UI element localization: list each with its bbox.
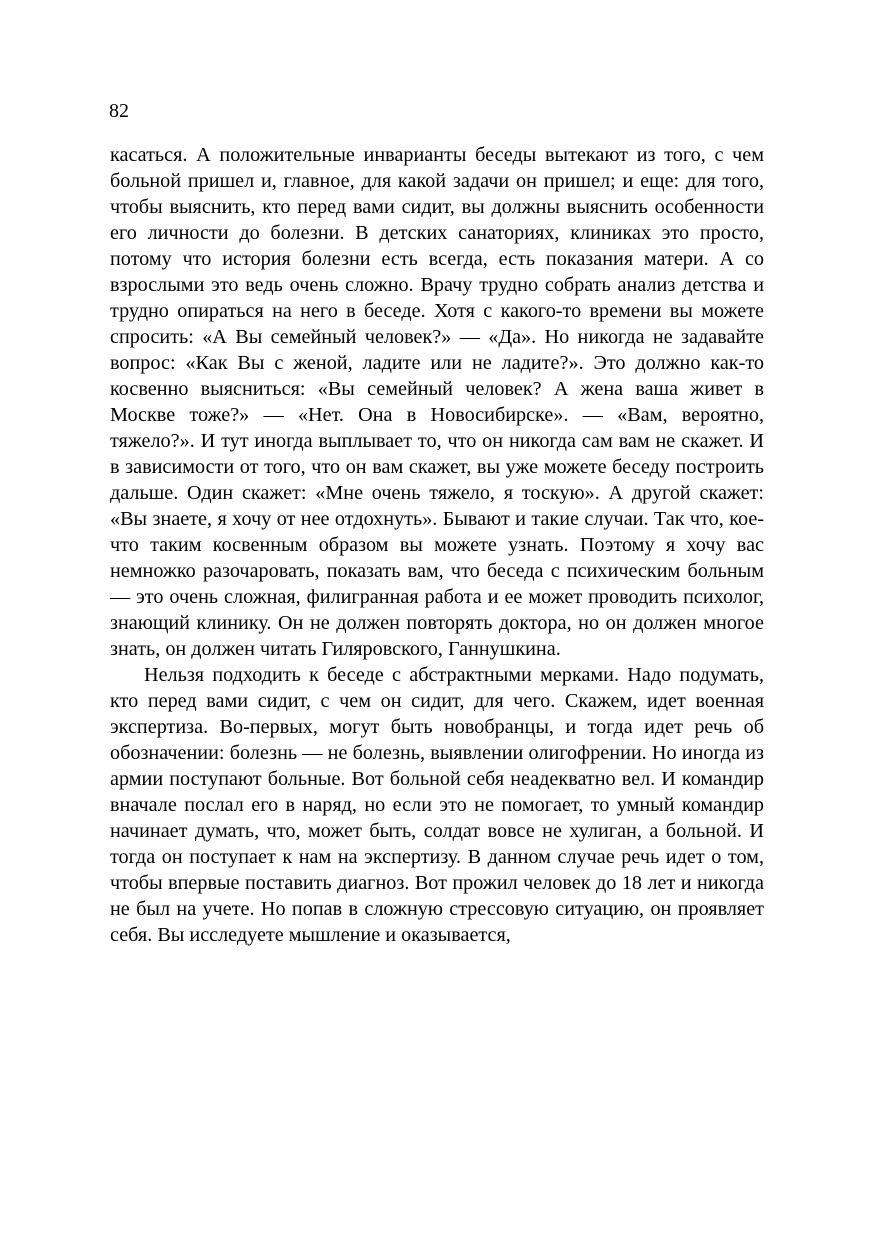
- body-text: [110, 142, 764, 948]
- page-number: 82: [109, 100, 129, 122]
- paragraph: Нельзя подходить к беседе с абстрактными мерками. Надо подумать, кто перед вами сидит, с чем он сидит, для чего. Скажем, идет военная экспертиза. Во-первых, могут быть новобранцы, и тогда идет речь об обозначении: болезнь — не болезнь, выявлении олигофрении. Но иногда из армии поступают больные. Вот больной себя неадекватно вел. И командир вначале послал его в наряд, но если это не помогает, то умный командир начинает думать, что, может быть, солдат вовсе не хулиган, а больной. И тогда он поступает к нам на экспертизу. В данном случае речь идет о том, чтобы впервые поставить диагноз. Вот прожил человек до 18 лет и никогда не был на учете. Но попав в сложную стрессовую ситуацию, он проявляет себя. Вы исследуете мышление и оказывается,: [110, 664, 764, 946]
- paragraph: касаться. А положительные инварианты беседы вытекают из того, с чем больной пришел и, главное, для какой задачи он пришел; и еще: для того, чтобы выяснить, кто перед вами сидит, вы должны выяснить особенности его личности до болезни. В детских санаториях, клиниках это просто, потому что история болезни есть всегда, есть показания матери. А со взрослыми это ведь очень сложно. Врачу трудно собрать анализ детства и трудно опираться на него в беседе. Хотя с какого-то времени вы можете спросить: «А Вы семейный человек?» — «Да». Но никогда не задавайте вопрос: «Как Вы с женой, ладите или не ладите?». Это должно как-то косвенно выясниться: «Вы семейный человек? А жена ваша живет в Москве тоже?» — «Нет. Она в Новосибирске». — «Вам, вероятно, тяжело?». И тут иногда выплывает то, что он никогда сам вам не скажет. И в зависимости от того, что он вам скажет, вы уже можете беседу построить дальше. Один скажет: «Мне очень тяжело, я тоскую». А другой скажет: «Вы знаете, я хочу от нее отдохнуть». Бывают и такие случаи. Так что, кое-что таким косвенным образом вы можете узнать. Поэтому я хочу вас немножко разочаровать, показать вам, что беседа с психическим больным — это очень сложная, филигранная работа и ее может проводить психолог, знающий клинику. Он не должен повторять доктора, но он должен многое знать, он должен читать Гиляровского, Ганнушкина.: [110, 144, 764, 660]
